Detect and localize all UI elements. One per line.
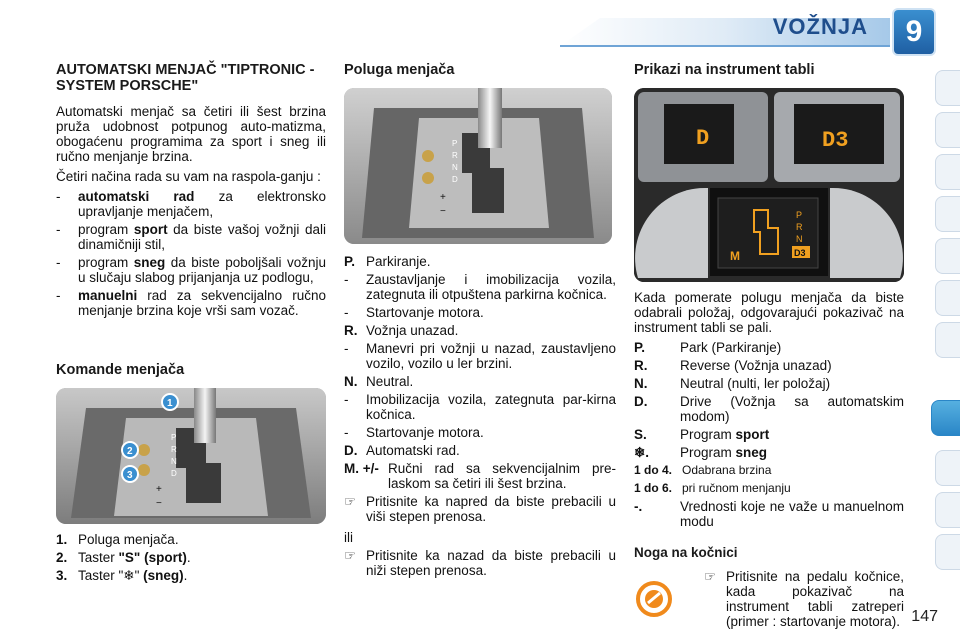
gear-label-p: P bbox=[171, 433, 177, 442]
control-post: . bbox=[186, 550, 191, 565]
control-bold: "S" (sport) bbox=[118, 550, 187, 565]
callout-2 bbox=[122, 442, 138, 458]
section-heading-gearbox: AUTOMATSKI MENJAČ "TIPTRONIC - SYSTEM PORSCHE" bbox=[56, 62, 315, 94]
def-value bbox=[680, 445, 904, 460]
def-value bbox=[680, 376, 904, 391]
def-key: S. bbox=[634, 427, 647, 442]
control-number: 2. bbox=[56, 550, 68, 565]
def-value-bold: sport bbox=[735, 427, 770, 442]
side-tab-9[interactable] bbox=[935, 450, 960, 486]
mode-name: sneg bbox=[133, 255, 166, 270]
gear-label-d: D bbox=[171, 469, 177, 478]
mode-pre: program bbox=[78, 222, 134, 237]
gear-range-list bbox=[634, 463, 904, 496]
list-marker: R. bbox=[344, 323, 358, 338]
list-text: Imobilizacija vozila, zategnuta par-kirna kočnica. bbox=[366, 392, 616, 422]
sport-button[interactable] bbox=[138, 444, 150, 456]
control-text bbox=[78, 550, 326, 565]
chapter-number-badge: 9 bbox=[894, 10, 934, 54]
side-tab-3[interactable] bbox=[935, 154, 960, 190]
def-value-text: Reverse (Vožnja unazad) bbox=[680, 358, 832, 373]
svg-text:1: 1 bbox=[167, 398, 173, 409]
range-item bbox=[634, 481, 904, 496]
section-heading-dashboard: Prikazi na instrument tabli bbox=[634, 62, 815, 78]
instrument-cluster-photo bbox=[634, 88, 904, 282]
display-mode-m: M bbox=[730, 249, 740, 263]
instrument-cluster-illustration bbox=[634, 88, 904, 282]
control-post: . bbox=[183, 568, 188, 583]
section-heading-lever: Poluga menjača bbox=[344, 62, 455, 78]
svg-text:2: 2 bbox=[127, 446, 133, 457]
display-p: P bbox=[796, 210, 803, 220]
callout-1 bbox=[162, 394, 178, 410]
lever-item bbox=[344, 272, 616, 302]
mode-post: da biste poboljšali vožnju u slučaju slabog prijanjanja uz podlogu, bbox=[78, 255, 326, 285]
def-key: -. bbox=[634, 499, 643, 514]
def-value-bold: sneg bbox=[735, 445, 768, 460]
indicator-item bbox=[634, 427, 904, 442]
modes-intro: Četiri načina rada su vam na raspola-ganju : bbox=[56, 169, 321, 184]
list-text: Zaustavljanje i imobilizacija vozila, zategnuta ili otpuštena parkirna kočnica. bbox=[366, 272, 616, 302]
def-key: R. bbox=[634, 358, 648, 373]
side-tab-1[interactable] bbox=[935, 70, 960, 106]
def-value-text: Drive (Vožnja sa automatskim modom) bbox=[680, 394, 904, 424]
mode-post: rad za sekvencijalno ručno menjanje brzina koje vrši sam vozač. bbox=[78, 288, 326, 318]
chapter-side-tabs bbox=[932, 70, 960, 610]
mode-name: automatski rad bbox=[78, 189, 195, 204]
def-value bbox=[680, 394, 904, 424]
mode-item bbox=[56, 222, 326, 252]
column-right bbox=[634, 60, 904, 629]
gear-label-plus: + bbox=[156, 484, 162, 495]
svg-text:3: 3 bbox=[127, 470, 133, 481]
lever-item bbox=[344, 494, 616, 524]
lever-item bbox=[344, 443, 616, 458]
modes-list bbox=[56, 189, 326, 318]
lever-item bbox=[344, 305, 616, 320]
list-text: Vožnja unazad. bbox=[366, 323, 459, 338]
brake-note-body bbox=[704, 569, 904, 629]
mode-text bbox=[78, 222, 326, 252]
lever-item bbox=[344, 374, 616, 389]
indicator-item bbox=[634, 358, 904, 373]
list-marker: - bbox=[344, 425, 349, 440]
lever-positions-list bbox=[344, 254, 616, 524]
list-text: Pritisnite ka nazad da biste prebacili u niži stepen prenosa. bbox=[366, 548, 616, 578]
lever-sport-button[interactable] bbox=[422, 150, 434, 162]
def-value-text: Program bbox=[680, 445, 736, 460]
list-item bbox=[634, 499, 904, 529]
control-item bbox=[56, 532, 326, 547]
column-middle bbox=[344, 60, 616, 584]
lever-label-p: P bbox=[452, 139, 458, 148]
column-left bbox=[56, 60, 326, 589]
side-tab-6[interactable] bbox=[935, 280, 960, 316]
mode-item bbox=[56, 255, 326, 285]
lever-item bbox=[344, 341, 616, 371]
intro-paragraph: Automatski menjač sa četiri ili šest brzina pruža udobnost potpunog auto-matizma, obogaćenu programima za sport i sneg ili ručno menjanje brzina. bbox=[56, 104, 326, 164]
control-item bbox=[56, 550, 326, 565]
invalid-values-note bbox=[634, 499, 904, 529]
range-value: pri ručnom menjanju bbox=[682, 481, 791, 495]
brake-warning-icon-wrapper bbox=[634, 569, 704, 629]
control-pre: Poluga menjača. bbox=[78, 532, 179, 547]
list-text: Startovanje motora. bbox=[366, 305, 484, 320]
list-marker: N. bbox=[344, 374, 358, 389]
mode-post: za elektronsko upravljanje menjačem, bbox=[78, 189, 326, 219]
callout-3 bbox=[122, 466, 138, 482]
list-marker: D. bbox=[344, 443, 358, 458]
lever-item bbox=[344, 254, 616, 269]
control-text bbox=[78, 532, 326, 547]
indicator-item bbox=[634, 376, 904, 391]
gear-controls-illustration bbox=[56, 388, 326, 524]
gear-controls-photo bbox=[56, 388, 326, 524]
indicator-item bbox=[634, 445, 904, 460]
list-text: Automatski rad. bbox=[366, 443, 460, 458]
list-marker: ☞ bbox=[344, 494, 357, 509]
list-text: Manevri pri vožnji u nazad, zaustavljeno vozilo, vozilo u ler brzini. bbox=[366, 341, 616, 371]
side-tab-2[interactable] bbox=[935, 112, 960, 148]
list-marker: ☞ bbox=[704, 569, 717, 584]
control-bold: (sneg) bbox=[143, 568, 184, 583]
list-text: Parkiranje. bbox=[366, 254, 431, 269]
gear-label-n: N bbox=[171, 457, 177, 466]
mode-name: sport bbox=[133, 222, 168, 237]
dashboard-indicators-list bbox=[634, 340, 904, 460]
mode-post: da biste vašoj vožnji dali dinamičniji stil, bbox=[78, 222, 326, 252]
control-text bbox=[78, 568, 326, 583]
display-d3: D3 bbox=[794, 248, 806, 258]
mode-item bbox=[56, 189, 326, 219]
def-value-text: Park (Parkiranje) bbox=[680, 340, 782, 355]
range-key: 1 do 4. bbox=[634, 463, 673, 477]
def-value-text: Neutral (nulti, ler položaj) bbox=[680, 376, 831, 391]
def-value bbox=[680, 340, 904, 355]
mode-text bbox=[78, 288, 326, 318]
lever-snow-button[interactable] bbox=[422, 172, 434, 184]
display-n: N bbox=[796, 234, 803, 244]
mode-name: manuelni bbox=[78, 288, 138, 303]
brake-note-text: Pritisnite na pedalu kočnice, kada pokazivač na instrument tabli zatreperi (primer : startovanje motora). bbox=[726, 569, 904, 629]
side-tab-10[interactable] bbox=[935, 492, 960, 528]
lever-item bbox=[344, 323, 616, 338]
side-tab-7[interactable] bbox=[935, 322, 960, 358]
lever-item bbox=[344, 392, 616, 422]
list-marker: - bbox=[344, 341, 349, 356]
lever-label-plus: + bbox=[440, 192, 446, 203]
range-value: Odabrana brzina bbox=[682, 463, 772, 477]
range-key: 1 do 6. bbox=[634, 481, 673, 495]
section-heading-controls: Komande menjača bbox=[56, 362, 185, 378]
lever-item bbox=[344, 425, 616, 440]
display-gear-d: D bbox=[696, 126, 710, 151]
section-heading-brake: Noga na kočnici bbox=[634, 545, 738, 560]
lever-label-r: R bbox=[452, 151, 458, 160]
list-item bbox=[344, 548, 616, 578]
control-item bbox=[56, 568, 326, 583]
list-marker: M. +/- bbox=[344, 461, 379, 476]
display-gear-d3: D3 bbox=[822, 128, 849, 153]
dashboard-intro: Kada pomerate polugu menjača da biste odabrali položaj, odgovarajući pokazivač na instrument tabli se pali. bbox=[634, 290, 904, 335]
controls-list bbox=[56, 532, 326, 583]
list-marker: - bbox=[344, 305, 349, 320]
def-value-text: Program bbox=[680, 427, 736, 442]
list-text: Neutral. bbox=[366, 374, 414, 389]
snow-button[interactable] bbox=[138, 464, 150, 476]
mode-pre: program bbox=[78, 255, 134, 270]
page-header bbox=[0, 0, 960, 60]
control-number: 3. bbox=[56, 568, 68, 583]
list-text: Ručni rad sa sekvencijalnim pre-laskom sa četiri ili šest brzina. bbox=[388, 461, 616, 491]
list-marker: - bbox=[56, 288, 61, 303]
page-number: 147 bbox=[911, 608, 938, 625]
side-tab-4[interactable] bbox=[935, 196, 960, 232]
lever-label-d: D bbox=[452, 175, 458, 184]
or-text: ili bbox=[344, 530, 353, 545]
side-tab-11[interactable] bbox=[935, 534, 960, 570]
side-tab-5[interactable] bbox=[935, 238, 960, 274]
list-text: Pritisnite ka napred da biste prebacili u viši stepen prenosa. bbox=[366, 494, 616, 524]
indicator-item bbox=[634, 340, 904, 355]
mode-text bbox=[78, 189, 326, 219]
list-text: Startovanje motora. bbox=[366, 425, 484, 440]
gear-label-minus: − bbox=[156, 498, 162, 509]
def-value bbox=[680, 427, 904, 442]
gear-lever-illustration bbox=[344, 88, 612, 244]
lever-last-instruction bbox=[344, 548, 616, 578]
control-pre: Taster bbox=[78, 550, 119, 565]
def-key: N. bbox=[634, 376, 648, 391]
def-value: Vrednosti koje ne važe u manuelnom modu bbox=[680, 499, 904, 529]
display-r: R bbox=[796, 222, 803, 232]
gear-lever-photo bbox=[344, 88, 612, 244]
lever-label-n: N bbox=[452, 163, 458, 172]
lever-label-minus: − bbox=[440, 206, 446, 217]
gear-label-r: R bbox=[171, 445, 177, 454]
def-key: ❄. bbox=[634, 445, 650, 460]
mode-item bbox=[56, 288, 326, 318]
list-marker: - bbox=[344, 392, 349, 407]
mode-text bbox=[78, 255, 326, 285]
list-marker: - bbox=[56, 222, 61, 237]
list-marker: P. bbox=[344, 254, 356, 269]
chapter-title: VOŽNJA bbox=[772, 14, 868, 39]
control-pre: Taster "❄" bbox=[78, 568, 144, 583]
brake-note bbox=[634, 569, 904, 629]
list-marker: - bbox=[56, 255, 61, 270]
lever-item bbox=[344, 461, 616, 491]
indicator-item bbox=[634, 394, 904, 424]
list-marker: - bbox=[56, 189, 61, 204]
def-key: D. bbox=[634, 394, 648, 409]
control-number: 1. bbox=[56, 532, 68, 547]
brake-pedal-warning-icon bbox=[634, 579, 674, 619]
list-marker: ☞ bbox=[344, 548, 357, 563]
side-tab-active[interactable] bbox=[931, 400, 960, 436]
def-value bbox=[680, 358, 904, 373]
list-marker: - bbox=[344, 272, 349, 287]
range-item bbox=[634, 463, 904, 478]
def-key: P. bbox=[634, 340, 646, 355]
